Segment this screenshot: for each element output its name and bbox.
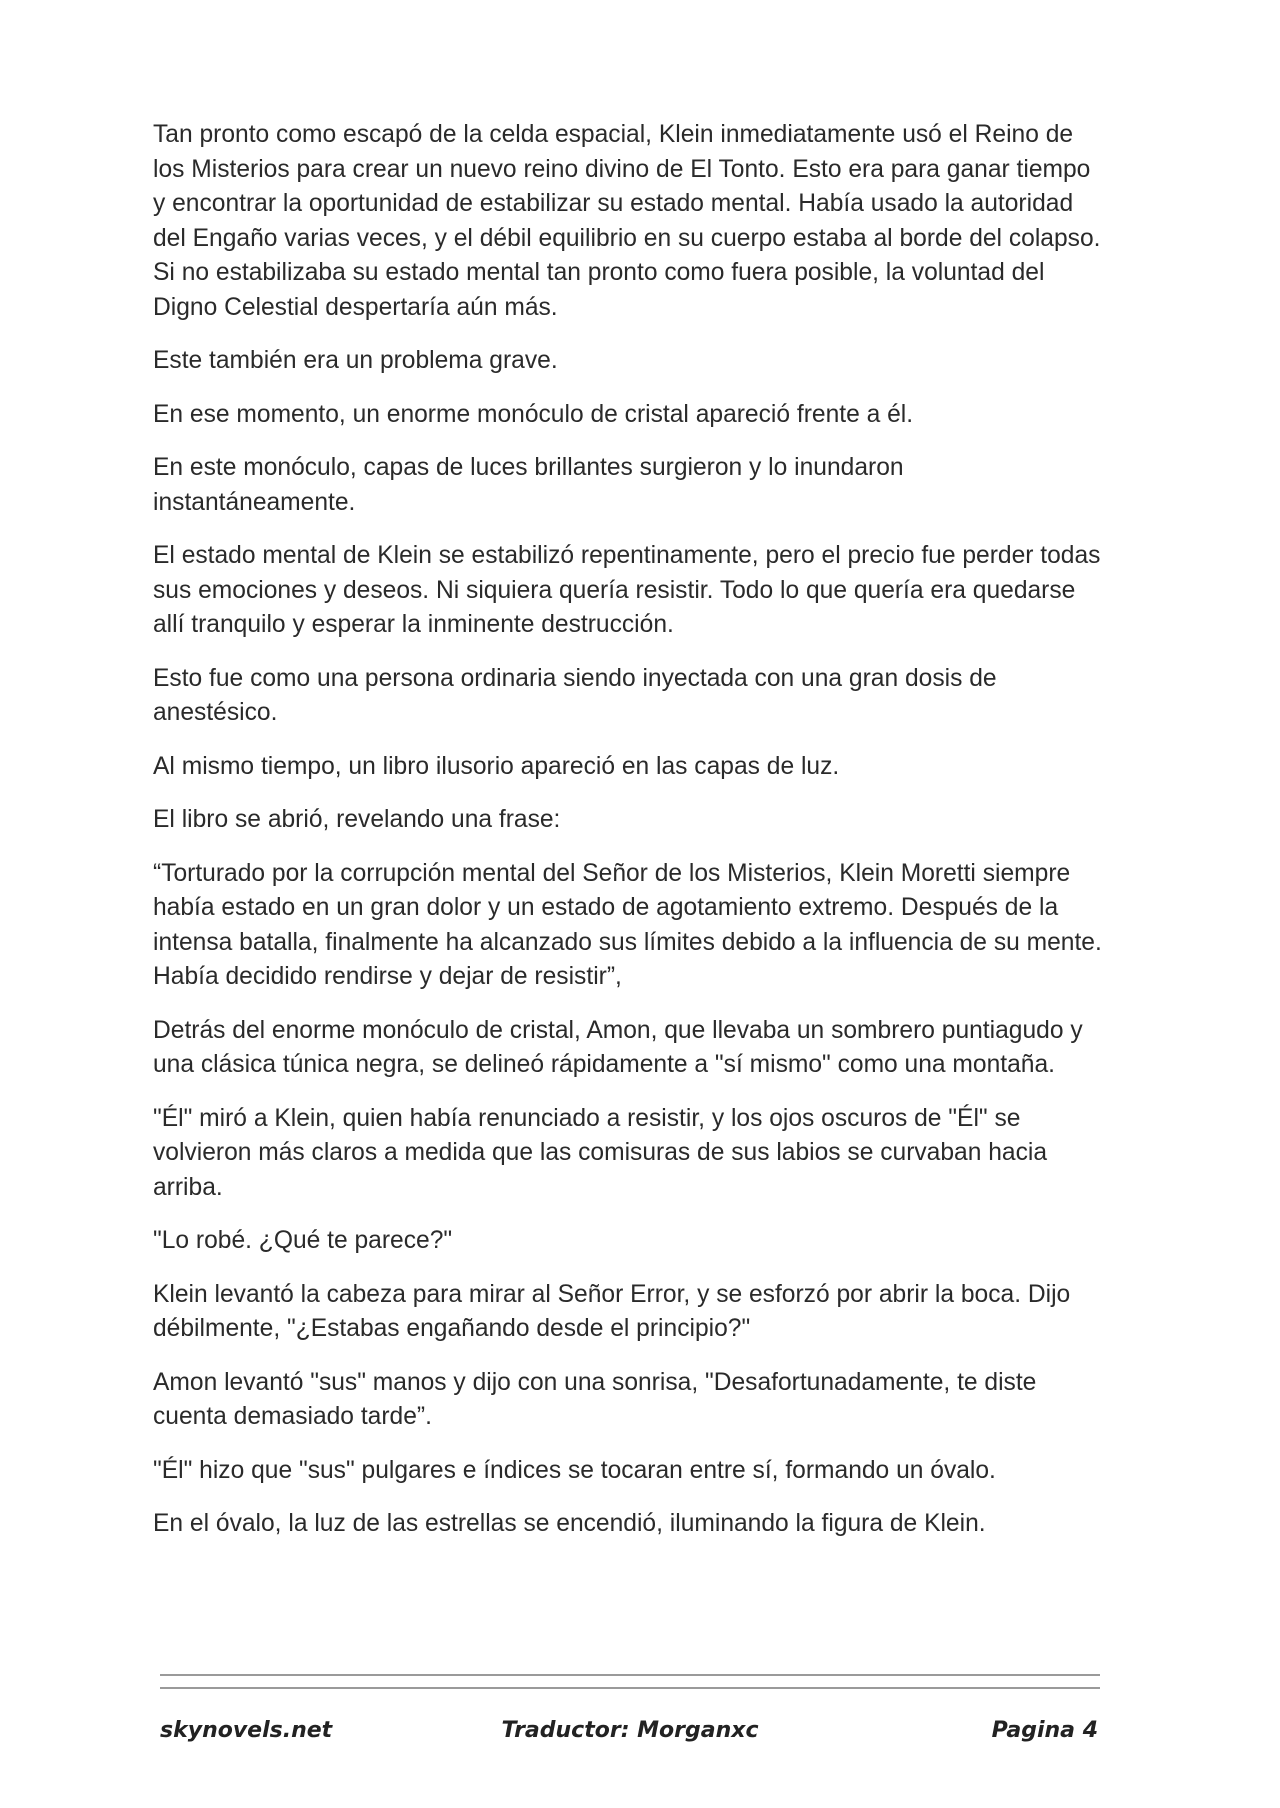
paragraph: En este monóculo, capas de luces brillantes surgieron y lo inundaron instantáneamente.: [153, 454, 904, 516]
page-footer: [160, 1718, 1100, 1750]
footer-translator: Traductor: Morganxc: [501, 1718, 759, 1743]
footer-page-number: Pagina 4: [991, 1718, 1098, 1743]
paragraph: Amon levantó "sus" manos y dijo con una sonrisa, "Desafortunadamente, te diste cuenta demasiado tarde”.: [153, 1368, 1037, 1430]
paragraph: El estado mental de Klein se estabilizó repentinamente, pero el precio fue perder todas sus emociones y deseos. Ni siquiera quería resistir. Todo lo que quería era quedarse allí tranquilo y esperar la inminente destrucción.: [153, 542, 1101, 638]
paragraph: Al mismo tiempo, un libro ilusorio apareció en las capas de luz.: [153, 752, 840, 780]
paragraph: Este también era un problema grave.: [153, 347, 558, 374]
footer-divider-bottom: [160, 1687, 1100, 1689]
paragraph: Esto fue como una persona ordinaria siendo inyectada con una gran dosis de anestésico.: [153, 664, 997, 726]
footer-site: skynovels.net: [160, 1718, 333, 1743]
paragraph: El libro se abrió, revelando una frase:: [153, 806, 561, 833]
paragraph: En el óvalo, la luz de las estrellas se encendió, iluminando la figura de Klein.: [153, 1510, 986, 1537]
paragraph: Tan pronto como escapó de la celda espacial, Klein inmediatamente usó el Reino de los Misterios para crear un nuevo reino divino de El Tonto. Esto era para ganar tiempo y encontrar la oportunidad de estabilizar su estado mental. Había usado la autoridad del Engaño varias veces, y el débil equilibrio en su cuerpo estaba al borde del colapso. Si no estabilizaba su estado mental tan pronto como fuera posible, la voluntad del Digno Celestial despertaría aún más.: [153, 121, 1101, 321]
paragraph: "Lo robé. ¿Qué te parece?": [153, 1227, 453, 1254]
paragraph: Detrás del enorme monóculo de cristal, Amon, que llevaba un sombrero puntiagudo y una clásica túnica negra, se delineó rápidamente a "sí mismo" como una montaña.: [153, 1016, 1083, 1078]
paragraph: En ese momento, un enorme monóculo de cristal apareció frente a él.: [153, 400, 914, 428]
paragraph: “Torturado por la corrupción mental del Señor de los Misterios, Klein Moretti siempre había estado en un gran dolor y un estado de agotamiento extremo. Después de la intensa batalla, finalmente ha alcanzado sus límites debido a la influencia de su mente. Había decidido rendirse y dejar de resistir”,: [153, 859, 1102, 990]
document-body: [153, 118, 1103, 1561]
footer-divider-top: [160, 1674, 1100, 1676]
paragraph: "Él" hizo que "sus" pulgares e índices se tocaran entre sí, formando un óvalo.: [153, 1456, 996, 1484]
paragraph: Klein levantó la cabeza para mirar al Señor Error, y se esforzó por abrir la boca. Dijo débilmente, "¿Estabas engañando desde el principio?": [153, 1280, 1071, 1342]
paragraph: "Él" miró a Klein, quien había renunciado a resistir, y los ojos oscuros de "Él" se volvieron más claros a medida que las comisuras de sus labios se curvaban hacia arriba.: [153, 1104, 1048, 1201]
